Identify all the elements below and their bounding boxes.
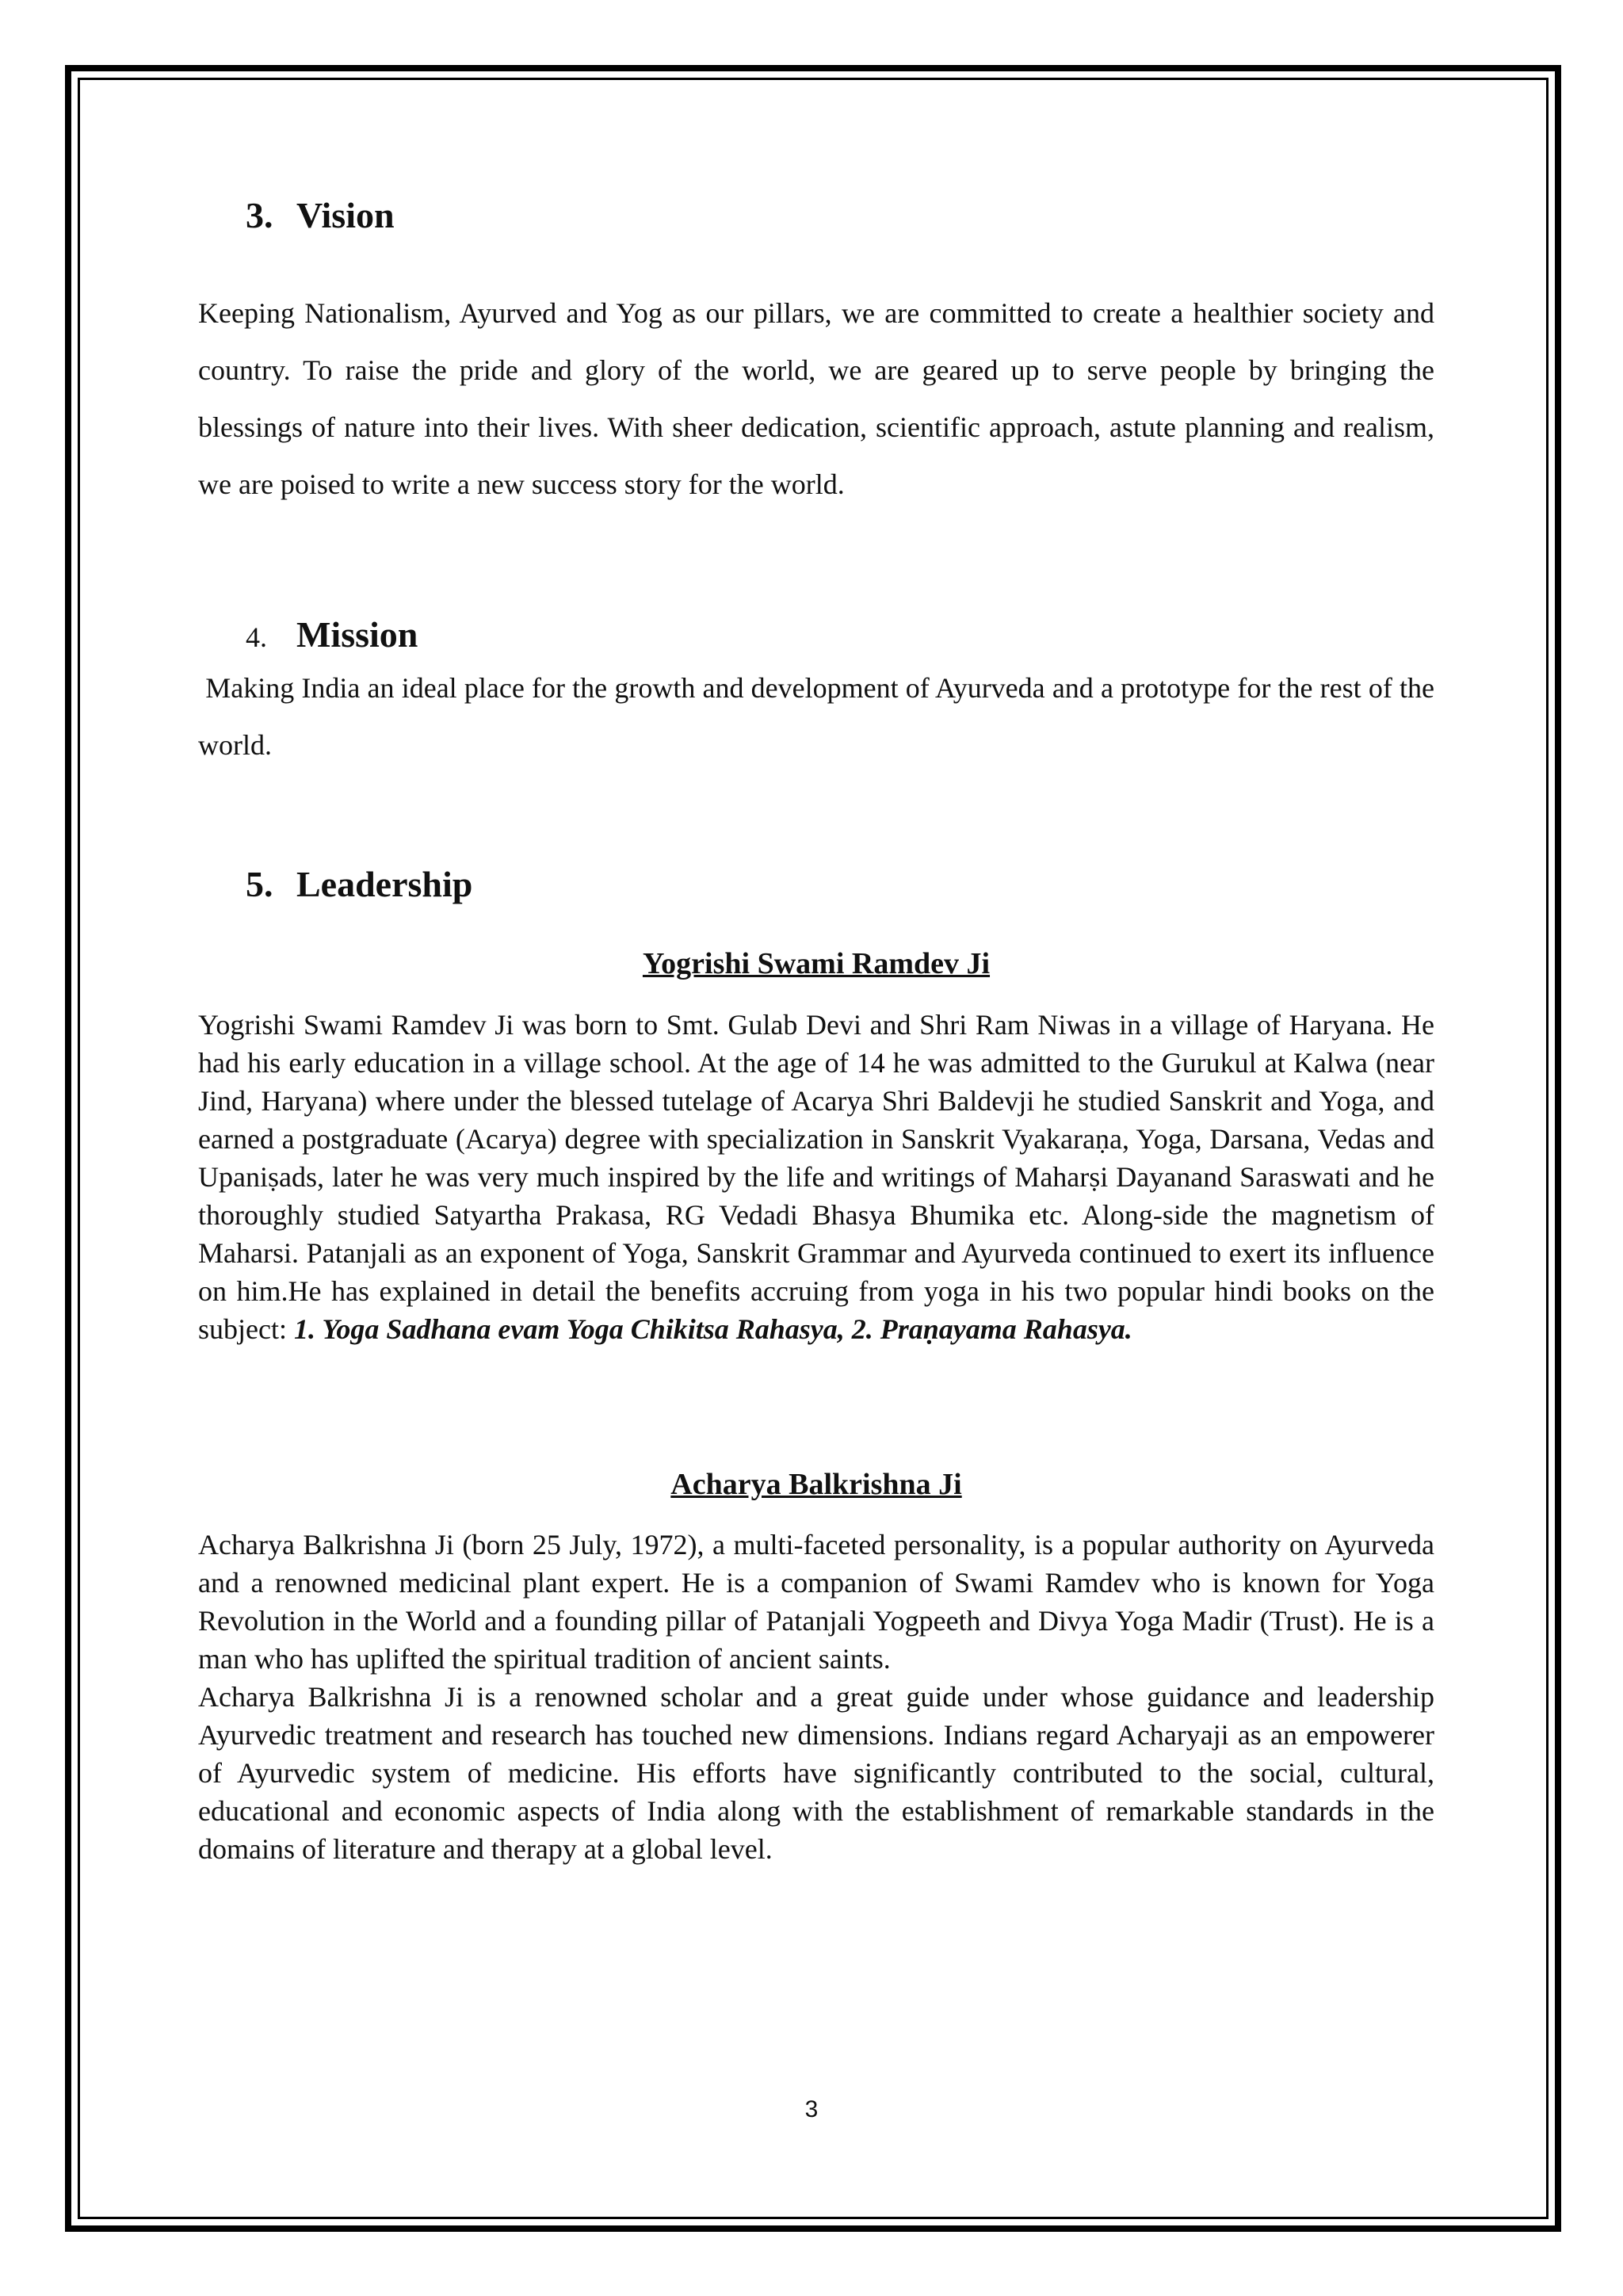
- page-number: 3: [804, 2096, 819, 2122]
- vision-title: Vision: [296, 195, 395, 235]
- leader-2-bio-2: Acharya Balkrishna Ji is a renowned scholar and a great guide under whose guidance and leadership Ayurvedic treatment and research has touched new dimensions. Indians regard Acharyaji as an empowerer of Ayurvedic system of medicine. His efforts have significantly contributed to the social, cultural, educational and economic aspects of India along with the establishment of remarkable standards in the domains of literature and therapy at a global level.: [198, 1680, 1434, 1865]
- leader-2-name: Acharya Balkrishna Ji: [670, 1468, 962, 1502]
- mission-text-content: Making India an ideal place for the growth and development of Ayurveda and a prototype for the rest of the world.: [198, 672, 1434, 762]
- page-content: [198, 182, 1434, 1868]
- mission-title: Mission: [296, 614, 418, 655]
- vision-heading: [198, 193, 1434, 237]
- leader-1-bio: [198, 1006, 1434, 1348]
- mission-number: 4.: [246, 621, 267, 654]
- leader-1-name: Yogrishi Swami Ramdev Ji: [642, 946, 991, 980]
- leadership-number: 5.: [246, 864, 273, 905]
- leadership-heading: [198, 862, 1434, 906]
- mission-text: [198, 659, 1434, 774]
- vision-number: 3.: [246, 195, 273, 235]
- mission-heading: [198, 613, 1434, 656]
- leader-1-books: 1. Yoga Sadhana evam Yoga Chikitsa Rahasya, 2. Praṇayama Rahasya.: [293, 1313, 1132, 1346]
- leader-1-bio-text: Yogrishi Swami Ramdev Ji was born to Smt. Gulab Devi and Shri Ram Niwas in a village of Haryana. He had his early education in a village school. At the age of 14 he was admitted to the Gurukul at Kalwa (near Jind, Haryana) where under the blessed tutelage of Acarya Shri Baldevji he studied Sanskrit and Yoga, and earned a postgraduate (Acarya) degree with specialization in Sanskrit Vyakaraṇa, Yoga, Darsana, Vedas and Upaniṣads, later he was very much inspired by the life and writings of Maharṣi Dayanand Saraswati and he thoroughly studied Satyartha Prakasa, RG Vedadi Bhasya Bhumika etc. Along-side the magnetism of Maharsi. Patanjali as an exponent of Yoga, Sanskrit Grammar and Ayurveda continued to exert its influence on him.He has explained in detail the benefits accruing from yoga in his two popular hindi books on the subject:: [198, 1009, 1434, 1346]
- leadership-title: Leadership: [296, 864, 473, 905]
- leader-2-bio: Acharya Balkrishna Ji (born 25 July, 1972), a multi-faceted personality, is a popular authority on Ayurveda and a renowned medicinal plant expert. He is a companion of Swami Ramdev who is known for Yoga Revolution in the World and a founding pillar of Patanjali Yogpeeth and Divya Yoga Madir (Trust). He is a man who has uplifted the spiritual tradition of ancient saints.: [198, 1528, 1434, 1675]
- vision-text: Keeping Nationalism, Ayurved and Yog as our pillars, we are committed to create a healthier society and country. To raise the pride and glory of the world, we are geared up to serve people by bringing the blessings of nature into their lives. With sheer dedication, scientific approach, astute planning and realism, we are poised to write a new success story for the world.: [198, 297, 1434, 501]
